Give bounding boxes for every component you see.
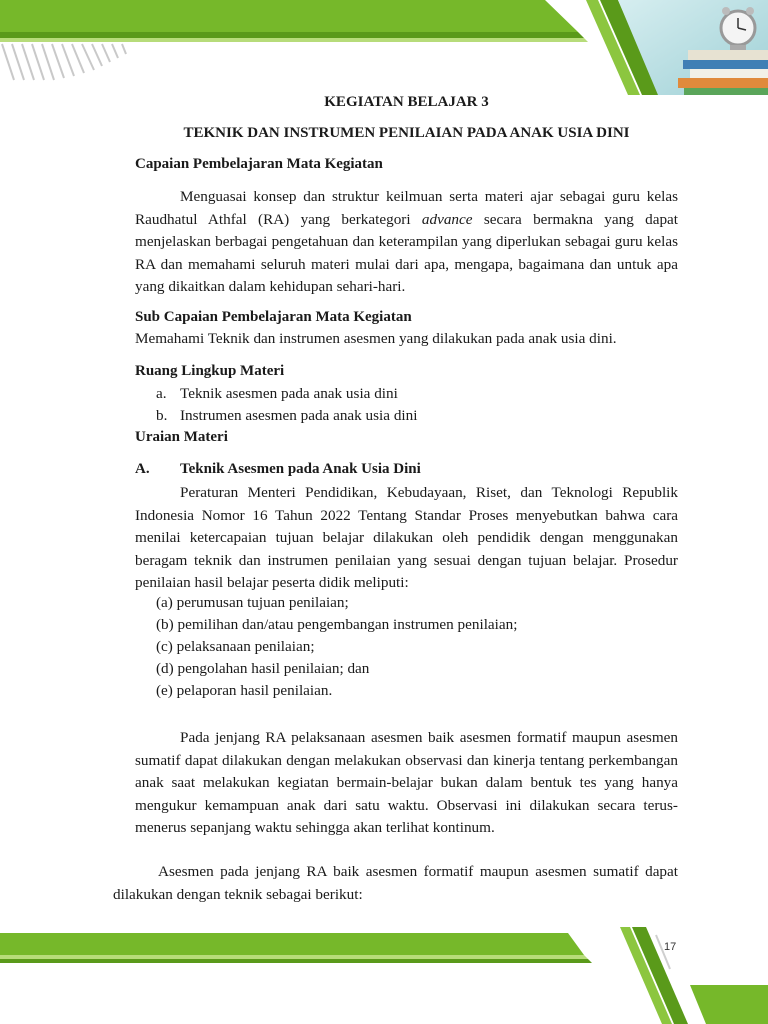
header-photo	[618, 0, 768, 95]
capaian-heading: Capaian Pembelajaran Mata Kegiatan	[135, 156, 383, 172]
procedure-item: (d) pengolahan hasil penilaian; dan	[156, 660, 370, 677]
ruang-lingkup-item: Teknik asesmen pada anak usia dini	[180, 385, 398, 402]
ruang-lingkup-item: Instrumen asesmen pada anak usia dini	[180, 407, 418, 424]
capaian-text-after: secara bermakna yang dapat menjelaskan berbagai pengetahuan dan keterampilan yang diperlukan sebagai guru kelas RA dan memahami seluruh materi mulai dari apa, mengapa, bagaimana dan untuk apa yang dikaitkan dalam kehidupan sehari-hari.	[135, 210, 679, 296]
para2-text: Pada jenjang RA pelaksanaan asesmen baik asesmen formatif maupun asesmen sumatif dapat dilakukan dengan melakukan observasi dan kinerja tentang perkembangan anak saat melakukan kegiatan bermain-belajar bukan dalam bentuk tes yang hanya mengukur kemampuan anak dari satu waktu. Observasi ini dilakukan secara terus-menerus sepanjang waktu sehingga akan terlihat kontinum.	[135, 729, 678, 837]
uraian-paragraph-3	[113, 861, 678, 906]
section-marker: A.	[135, 461, 150, 477]
uraian-paragraph-1	[135, 482, 678, 595]
chapter-title: KEGIATAN BELAJAR 3	[324, 94, 489, 110]
uraian-heading: Uraian Materi	[135, 429, 228, 445]
books-icon	[678, 50, 768, 95]
para3-text: Asesmen pada jenjang RA baik asesmen formatif maupun asesmen sumatif dapat dilakukan dengan teknik sebagai berikut:	[113, 863, 678, 903]
procedure-item: (e) pelaporan hasil penilaian.	[156, 682, 333, 699]
chapter-subtitle: TEKNIK DAN INSTRUMEN PENILAIAN PADA ANAK USIA DINI	[183, 125, 630, 141]
procedure-item: (b) pemilihan dan/atau pengembangan instrumen penilaian;	[156, 616, 518, 633]
uraian-paragraph-2	[135, 727, 678, 840]
sub-capaian-text: Memahami Teknik dan instrumen asesmen yang dilakukan pada anak usia dini.	[135, 330, 617, 347]
footer-decoration	[0, 925, 768, 1024]
ruang-lingkup-heading: Ruang Lingkup Materi	[135, 363, 285, 379]
capaian-text-italic: advance	[421, 210, 473, 228]
page-number: 17	[664, 941, 677, 953]
para1-text: Peraturan Menteri Pendidikan, Kebudayaan, Riset, dan Teknologi Republik Indonesia Nomor 16 Tahun 2022 Tentang Standar Proses menyebutkan bahwa cara menilai ketercapaian tujuan belajar dilakukan oleh pendidik dengan menggunakan beragam teknik dan instrumen penilaian yang sesuai dengan tujuan belajar. Prosedur penilaian hasil belajar peserta didik meliputi:	[135, 484, 678, 592]
section-title: Teknik Asesmen pada Anak Usia Dini	[180, 461, 421, 477]
ruang-lingkup-marker: b.	[156, 407, 168, 424]
ruang-lingkup-marker: a.	[156, 385, 167, 402]
procedure-item: (c) pelaksanaan penilaian;	[156, 638, 315, 655]
capaian-paragraph	[135, 186, 678, 299]
sub-capaian-heading: Sub Capaian Pembelajaran Mata Kegiatan	[135, 309, 412, 325]
procedure-item: (a) perumusan tujuan penilaian;	[156, 594, 349, 611]
capaian-text-before: Menguasai konsep dan struktur keilmuan serta materi ajar sebagai guru kelas Raudhatul Athfal (RA) yang berkategori	[135, 188, 678, 228]
